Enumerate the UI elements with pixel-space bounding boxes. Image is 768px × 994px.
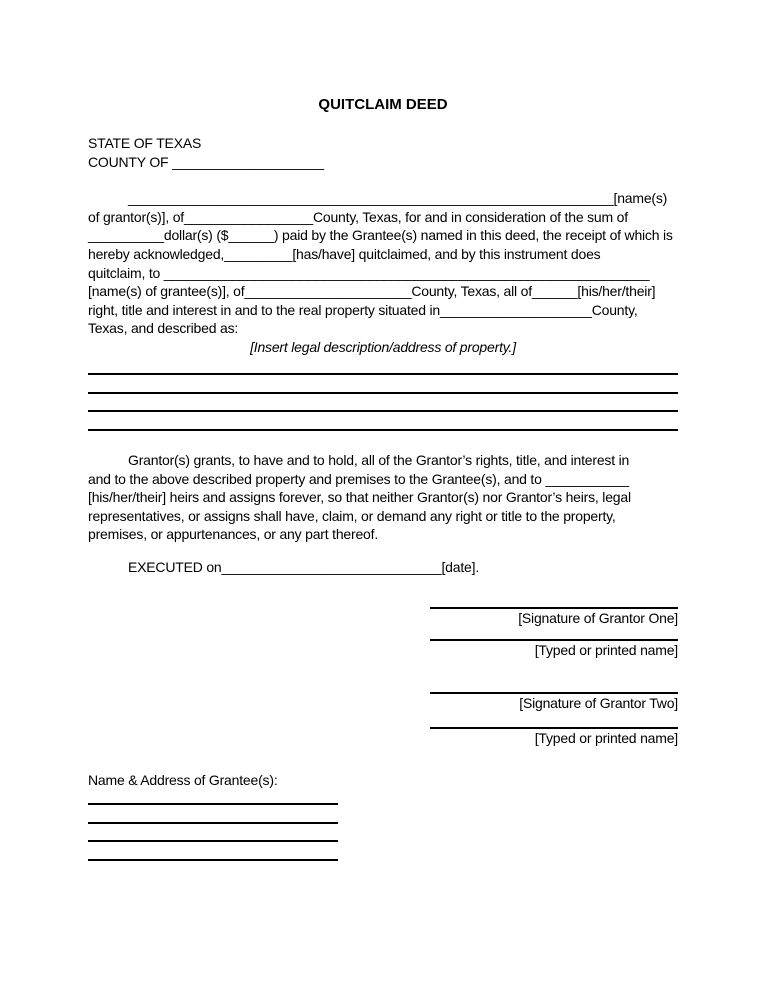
habendum-paragraph [88, 451, 678, 544]
grantor-paragraph-line-3: __________dollar(s) ($______) paid by the Grantee(s) named in this deed, the receipt of which is [88, 227, 673, 244]
document-content [88, 0, 678, 861]
grantee-section-heading: Name & Address of Grantee(s): [88, 772, 278, 789]
grantor-paragraph-line-1: ________________________________________________________________[name(s) [128, 190, 668, 207]
blank-line-4 [88, 412, 678, 431]
grantor-paragraph-line-7: right, title and interest in and to the real property situated in____________________County, [88, 301, 638, 318]
grantor-one-signature-label: [Signature of Grantor One] [518, 610, 678, 627]
signature-section [430, 607, 678, 748]
grantee-address-line-3 [88, 840, 338, 842]
grantor-two-signature-label: [Signature of Grantor Two] [519, 695, 678, 712]
executed-date-line: EXECUTED on_____________________________[date]. [128, 558, 480, 575]
legal-description-note: [Insert legal description/address of property.] [250, 338, 516, 355]
blank-line-3 [88, 394, 678, 413]
grantor-paragraph-line-5: quitclaim, to ________________________________________________________________ [88, 264, 650, 281]
habendum-paragraph-line-4: representatives, or assigns shall have, claim, or demand any right or title to the property, [88, 507, 616, 524]
grantor-paragraph [88, 189, 678, 338]
blank-line-2 [88, 375, 678, 394]
legal-description-blank-lines [88, 357, 678, 431]
grantor-paragraph-line-2: of grantor(s)], of_________________County, Texas, for and in consideration of the sum of [88, 208, 628, 225]
grantor-paragraph-line-6: [name(s) of grantee(s)], of______________________County, Texas, all of______[his/her/their] [88, 283, 656, 300]
document-title: QUITCLAIM DEED [318, 96, 448, 113]
grantor-paragraph-line-8: Texas, and described as: [88, 320, 239, 337]
habendum-paragraph-line-3: [his/her/their] heirs and assigns forever, so that neither Grantor(s) nor Grantor’s heirs, legal [88, 489, 631, 506]
habendum-paragraph-line-1: Grantor(s) grants, to have and to hold, all of the Grantor’s rights, title, and interest in [128, 451, 630, 468]
habendum-paragraph-line-2: and to the above described property and premises to the Grantee(s), and to ___________ [88, 470, 629, 487]
blank-line-1 [88, 357, 678, 376]
habendum-paragraph-line-5: premises, or appurtenances, or any part thereof. [88, 526, 379, 543]
grantee-address-lines [88, 803, 678, 861]
grantor-two-printed-name-label: [Typed or printed name] [534, 730, 678, 747]
grantee-address-line-4 [88, 859, 338, 861]
grantee-address-line-1 [88, 803, 338, 805]
grantor-paragraph-line-4: hereby acknowledged,_________[has/have] quitclaimed, and by this instrument does [88, 245, 601, 262]
county-line: COUNTY OF ____________________ [88, 153, 324, 170]
state-line: STATE OF TEXAS [88, 135, 202, 151]
grantee-address-line-2 [88, 822, 338, 824]
grantor-one-printed-name-label: [Typed or printed name] [534, 642, 678, 659]
